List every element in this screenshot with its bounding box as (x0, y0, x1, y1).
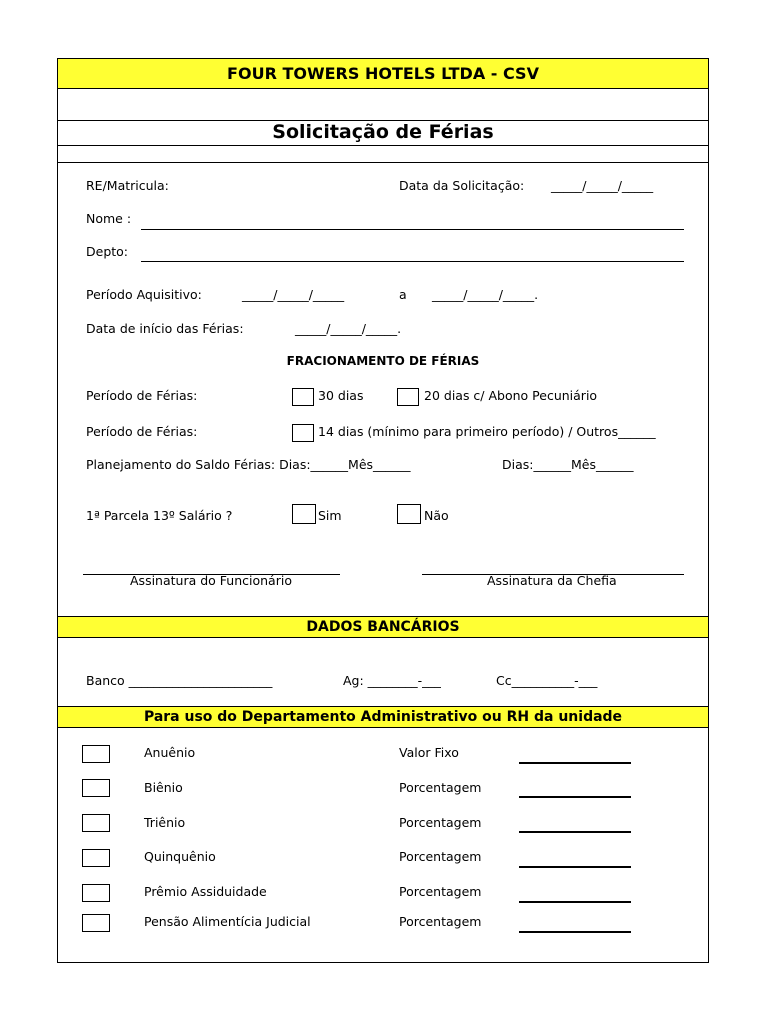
re-label: RE/Matricula: (86, 178, 169, 193)
value-field-trienio[interactable] (519, 831, 631, 833)
depto-field[interactable] (141, 261, 684, 262)
option-nao: Não (424, 508, 449, 523)
periodo-aquisitivo-start-field[interactable]: _____/_____/_____ (242, 287, 345, 302)
dados-bancarios-header (57, 616, 709, 638)
checkbox-20-dias[interactable] (397, 388, 419, 406)
nome-field[interactable] (141, 229, 684, 230)
item-label-trienio: Triênio (144, 815, 186, 830)
periodo-ferias-label-1: Período de Férias: (86, 388, 198, 403)
inicio-ferias-field[interactable]: _____/_____/_____. (295, 321, 402, 336)
divider (57, 162, 709, 163)
checkbox-14-dias[interactable] (292, 424, 314, 442)
agencia-field[interactable]: Ag: ________-___ (343, 673, 441, 688)
company-header (57, 58, 709, 89)
value-field-bienio[interactable] (519, 796, 631, 798)
item-label-premio-assiduidade: Prêmio Assiduidade (144, 884, 267, 899)
checkbox-premio-assiduidade[interactable] (82, 884, 110, 902)
item-label-anuenio: Anuênio (144, 745, 196, 760)
value-field-pensao-alimenticia[interactable] (519, 931, 631, 933)
divider (57, 145, 709, 146)
checkbox-bienio[interactable] (82, 779, 110, 797)
fracionamento-heading: FRACIONAMENTO DE FÉRIAS (286, 354, 480, 368)
company-name: FOUR TOWERS HOTELS LTDA - CSV (227, 64, 539, 83)
parcela-13-label: 1ª Parcela 13º Salário ? (86, 508, 233, 523)
administrativo-heading: Para uso do Departamento Administrativo ou RH da unidade (143, 709, 623, 725)
item-type-quinquenio: Porcentagem (399, 849, 482, 864)
checkbox-30-dias[interactable] (292, 388, 314, 406)
item-label-quinquenio: Quinquênio (144, 849, 216, 864)
checkbox-sim[interactable] (292, 504, 316, 524)
signature-label-chefia: Assinatura da Chefia (487, 573, 617, 588)
checkbox-trienio[interactable] (82, 814, 110, 832)
item-label-bienio: Biênio (144, 780, 183, 795)
dados-bancarios-heading: DADOS BANCÁRIOS (306, 619, 460, 635)
nome-label: Nome : (86, 211, 132, 226)
banco-field[interactable]: Banco _______________________ (86, 673, 273, 688)
item-type-premio-assiduidade: Porcentagem (399, 884, 482, 899)
checkbox-pensao-alimenticia[interactable] (82, 914, 110, 932)
item-type-anuenio: Valor Fixo (399, 745, 459, 760)
checkbox-quinquenio[interactable] (82, 849, 110, 867)
value-field-quinquenio[interactable] (519, 866, 631, 868)
item-type-pensao-alimenticia: Porcentagem (399, 914, 482, 929)
page-title: Solicitação de Férias (272, 121, 494, 143)
planejamento-saldo-label: Planejamento do Saldo Férias: Dias:______Mês______ (86, 457, 411, 472)
value-field-premio-assiduidade[interactable] (519, 901, 631, 903)
periodo-aquisitivo-label: Período Aquisitivo: (86, 287, 202, 302)
checkbox-nao[interactable] (397, 504, 421, 524)
option-20-dias: 20 dias c/ Abono Pecuniário (424, 388, 598, 403)
checkbox-anuenio[interactable] (82, 745, 110, 763)
conta-field[interactable]: Cc__________-___ (496, 673, 598, 688)
periodo-ferias-label-2: Período de Férias: (86, 424, 198, 439)
data-solicitacao-label: Data da Solicitação: (399, 178, 525, 193)
inicio-ferias-label: Data de início das Férias: (86, 321, 244, 336)
item-type-bienio: Porcentagem (399, 780, 482, 795)
value-field-anuenio[interactable] (519, 762, 631, 764)
item-type-trienio: Porcentagem (399, 815, 482, 830)
data-solicitacao-field[interactable]: _____/_____/_____ (551, 178, 654, 193)
option-30-dias: 30 dias (318, 388, 364, 403)
signature-label-funcionario: Assinatura do Funcionário (130, 573, 292, 588)
option-sim: Sim (318, 508, 342, 523)
depto-label: Depto: (86, 244, 129, 259)
administrativo-header (57, 706, 709, 728)
periodo-aquisitivo-a: a (399, 287, 407, 302)
item-label-pensao-alimenticia: Pensão Alimentícia Judicial (144, 914, 311, 929)
option-14-dias: 14 dias (mínimo para primeiro período) / Outros______ (318, 424, 656, 439)
periodo-aquisitivo-end-field[interactable]: _____/_____/_____. (432, 287, 539, 302)
planejamento-saldo-field-2[interactable]: Dias:______Mês______ (502, 457, 634, 472)
